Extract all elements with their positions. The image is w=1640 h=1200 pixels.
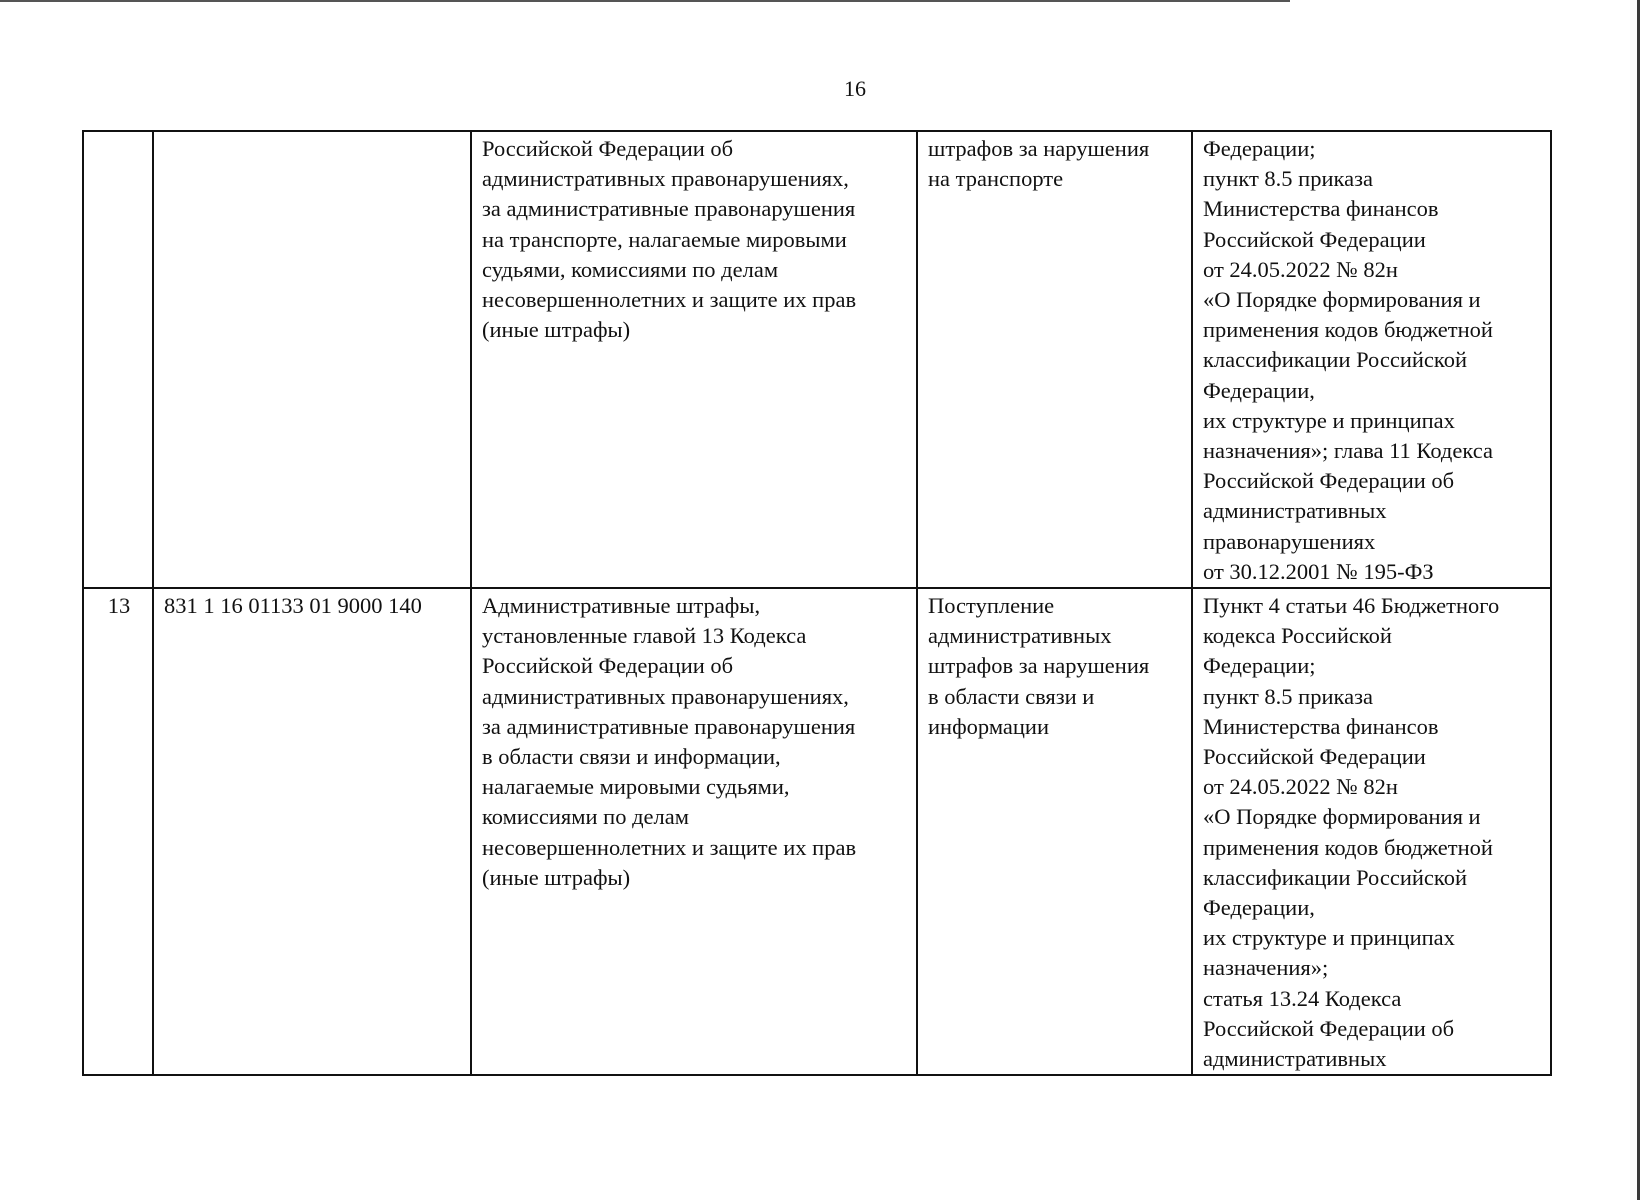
legal-basis-cell: Пункт 4 статьи 46 Бюджетного кодекса Российской Федерации; пункт 8.5 приказа Министерства финансов Российской Федерации от 24.05.2022 № 82н «О Порядке формирования и применения кодов бюджетной классификации Российской Федерации, их структуре и принципах назначения»; статья 13.24 Кодекса Российской Федерации об административных (1192, 588, 1551, 1075)
income-description-cell: штрафов за нарушения на транспорте (917, 131, 1192, 588)
income-name-cell: Административные штрафы, установленные главой 13 Кодекса Российской Федерации об административных правонарушениях, за административные правонарушения в области связи и информации, налагаемые мировыми судьями, комиссиями по делам несовершеннолетних и защите их прав (иные штрафы) (471, 588, 917, 1075)
legal-basis-cell: Федерации; пункт 8.5 приказа Министерства финансов Российской Федерации от 24.05.2022 № 82н «О Порядке формирования и применения кодов бюджетной классификации Российской Федерации, их структуре и принципах назначения»; глава 11 Кодекса Российской Федерации об административных правонарушениях от 30.12.2001 № 195-ФЗ (1192, 131, 1551, 588)
income-name-cell: Российской Федерации об административных правонарушениях, за административные правонарушения на транспорте, налагаемые мировыми судьями, комиссиями по делам несовершеннолетних и защите их прав (иные штрафы) (471, 131, 917, 588)
scan-edge-top (0, 0, 1290, 2)
table-row (83, 588, 1551, 1075)
budget-code-cell: 831 1 16 01133 01 9000 140 (153, 588, 471, 1075)
budget-code-cell (153, 131, 471, 588)
income-description-cell: Поступление административных штрафов за нарушения в области связи и информации (917, 588, 1192, 1075)
page-number: 16 (844, 76, 866, 101)
row-number-cell (83, 131, 153, 588)
row-number-cell: 13 (83, 588, 153, 1075)
table-row (83, 131, 1551, 588)
budget-codes-table (82, 130, 1552, 1076)
